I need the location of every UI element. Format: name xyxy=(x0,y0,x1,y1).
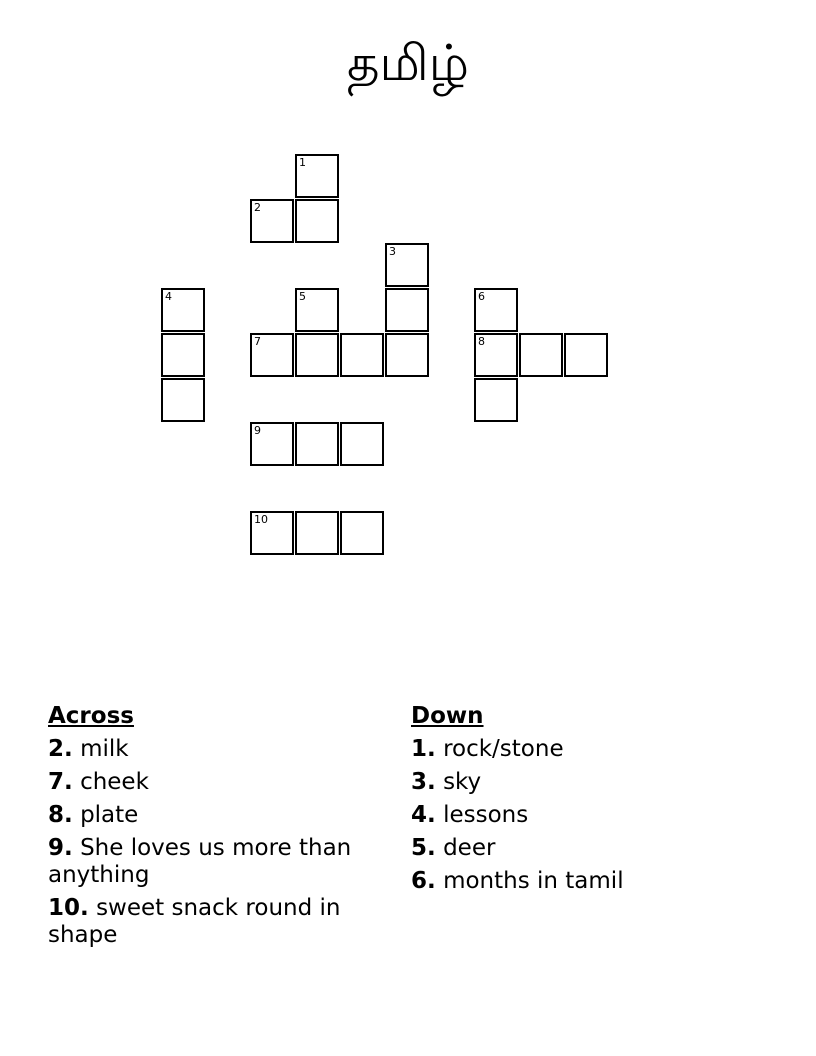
clue-number: 10 xyxy=(254,513,268,526)
clue-text: lessons xyxy=(443,802,529,828)
clue-text: plate xyxy=(80,802,139,828)
clue-number: 9 xyxy=(254,424,261,437)
clue-num: 10. xyxy=(48,895,89,921)
across-heading: Across xyxy=(48,703,134,729)
clue-item xyxy=(48,835,388,889)
clue-num: 2. xyxy=(48,736,73,762)
clue-item xyxy=(48,895,388,949)
clue-item xyxy=(411,769,771,796)
clue-number: 5 xyxy=(299,290,306,303)
clue-text: sweet snack round in shape xyxy=(48,895,341,948)
clue-num: 8. xyxy=(48,802,73,828)
down-clues xyxy=(411,703,771,901)
grid-cell[interactable] xyxy=(474,288,518,332)
grid-cell[interactable] xyxy=(161,288,205,332)
grid-cell[interactable] xyxy=(519,333,563,377)
grid-cell[interactable] xyxy=(161,378,205,422)
clue-text: rock/stone xyxy=(443,736,564,762)
grid-cell[interactable] xyxy=(385,333,429,377)
grid-cell[interactable] xyxy=(385,243,429,287)
page-title: தமிழ் xyxy=(346,34,470,92)
clue-number: 4 xyxy=(165,290,172,303)
clue-item xyxy=(411,835,771,862)
grid-cell[interactable] xyxy=(295,199,339,243)
grid-cell[interactable] xyxy=(340,333,384,377)
grid-cell[interactable] xyxy=(295,422,339,466)
clue-item xyxy=(411,868,771,895)
grid-cell[interactable] xyxy=(340,511,384,555)
clue-text: milk xyxy=(80,736,129,762)
clue-num: 5. xyxy=(411,835,436,861)
clue-item xyxy=(48,736,388,763)
clue-item xyxy=(48,802,388,829)
clue-text: sky xyxy=(443,769,482,795)
grid-cell[interactable] xyxy=(295,288,339,332)
clue-item xyxy=(411,802,771,829)
clue-text: deer xyxy=(443,835,496,861)
down-heading: Down xyxy=(411,703,484,729)
clue-number: 1 xyxy=(299,156,306,169)
clue-num: 6. xyxy=(411,868,436,894)
clue-num: 4. xyxy=(411,802,436,828)
grid-cell[interactable] xyxy=(250,511,294,555)
grid-cell[interactable] xyxy=(250,199,294,243)
clue-number: 6 xyxy=(478,290,485,303)
clue-num: 9. xyxy=(48,835,73,861)
grid-cell[interactable] xyxy=(161,333,205,377)
clue-item xyxy=(48,769,388,796)
grid-cell[interactable] xyxy=(474,378,518,422)
grid-cell[interactable] xyxy=(385,288,429,332)
clue-number: 7 xyxy=(254,335,261,348)
grid-cell[interactable] xyxy=(564,333,608,377)
grid-cell[interactable] xyxy=(295,154,339,198)
grid-cell[interactable] xyxy=(474,333,518,377)
clue-number: 2 xyxy=(254,201,261,214)
clue-num: 1. xyxy=(411,736,436,762)
grid-cell[interactable] xyxy=(295,511,339,555)
clue-item xyxy=(411,736,771,763)
clue-number: 3 xyxy=(389,245,396,258)
clue-text: cheek xyxy=(80,769,149,795)
grid-cell[interactable] xyxy=(250,333,294,377)
grid-cell[interactable] xyxy=(250,422,294,466)
clue-num: 3. xyxy=(411,769,436,795)
grid-cell[interactable] xyxy=(295,333,339,377)
clue-number: 8 xyxy=(478,335,485,348)
clue-text: She loves us more than anything xyxy=(48,835,352,888)
clue-text: months in tamil xyxy=(443,868,624,894)
clue-num: 7. xyxy=(48,769,73,795)
across-clues xyxy=(48,703,388,955)
grid-cell[interactable] xyxy=(340,422,384,466)
